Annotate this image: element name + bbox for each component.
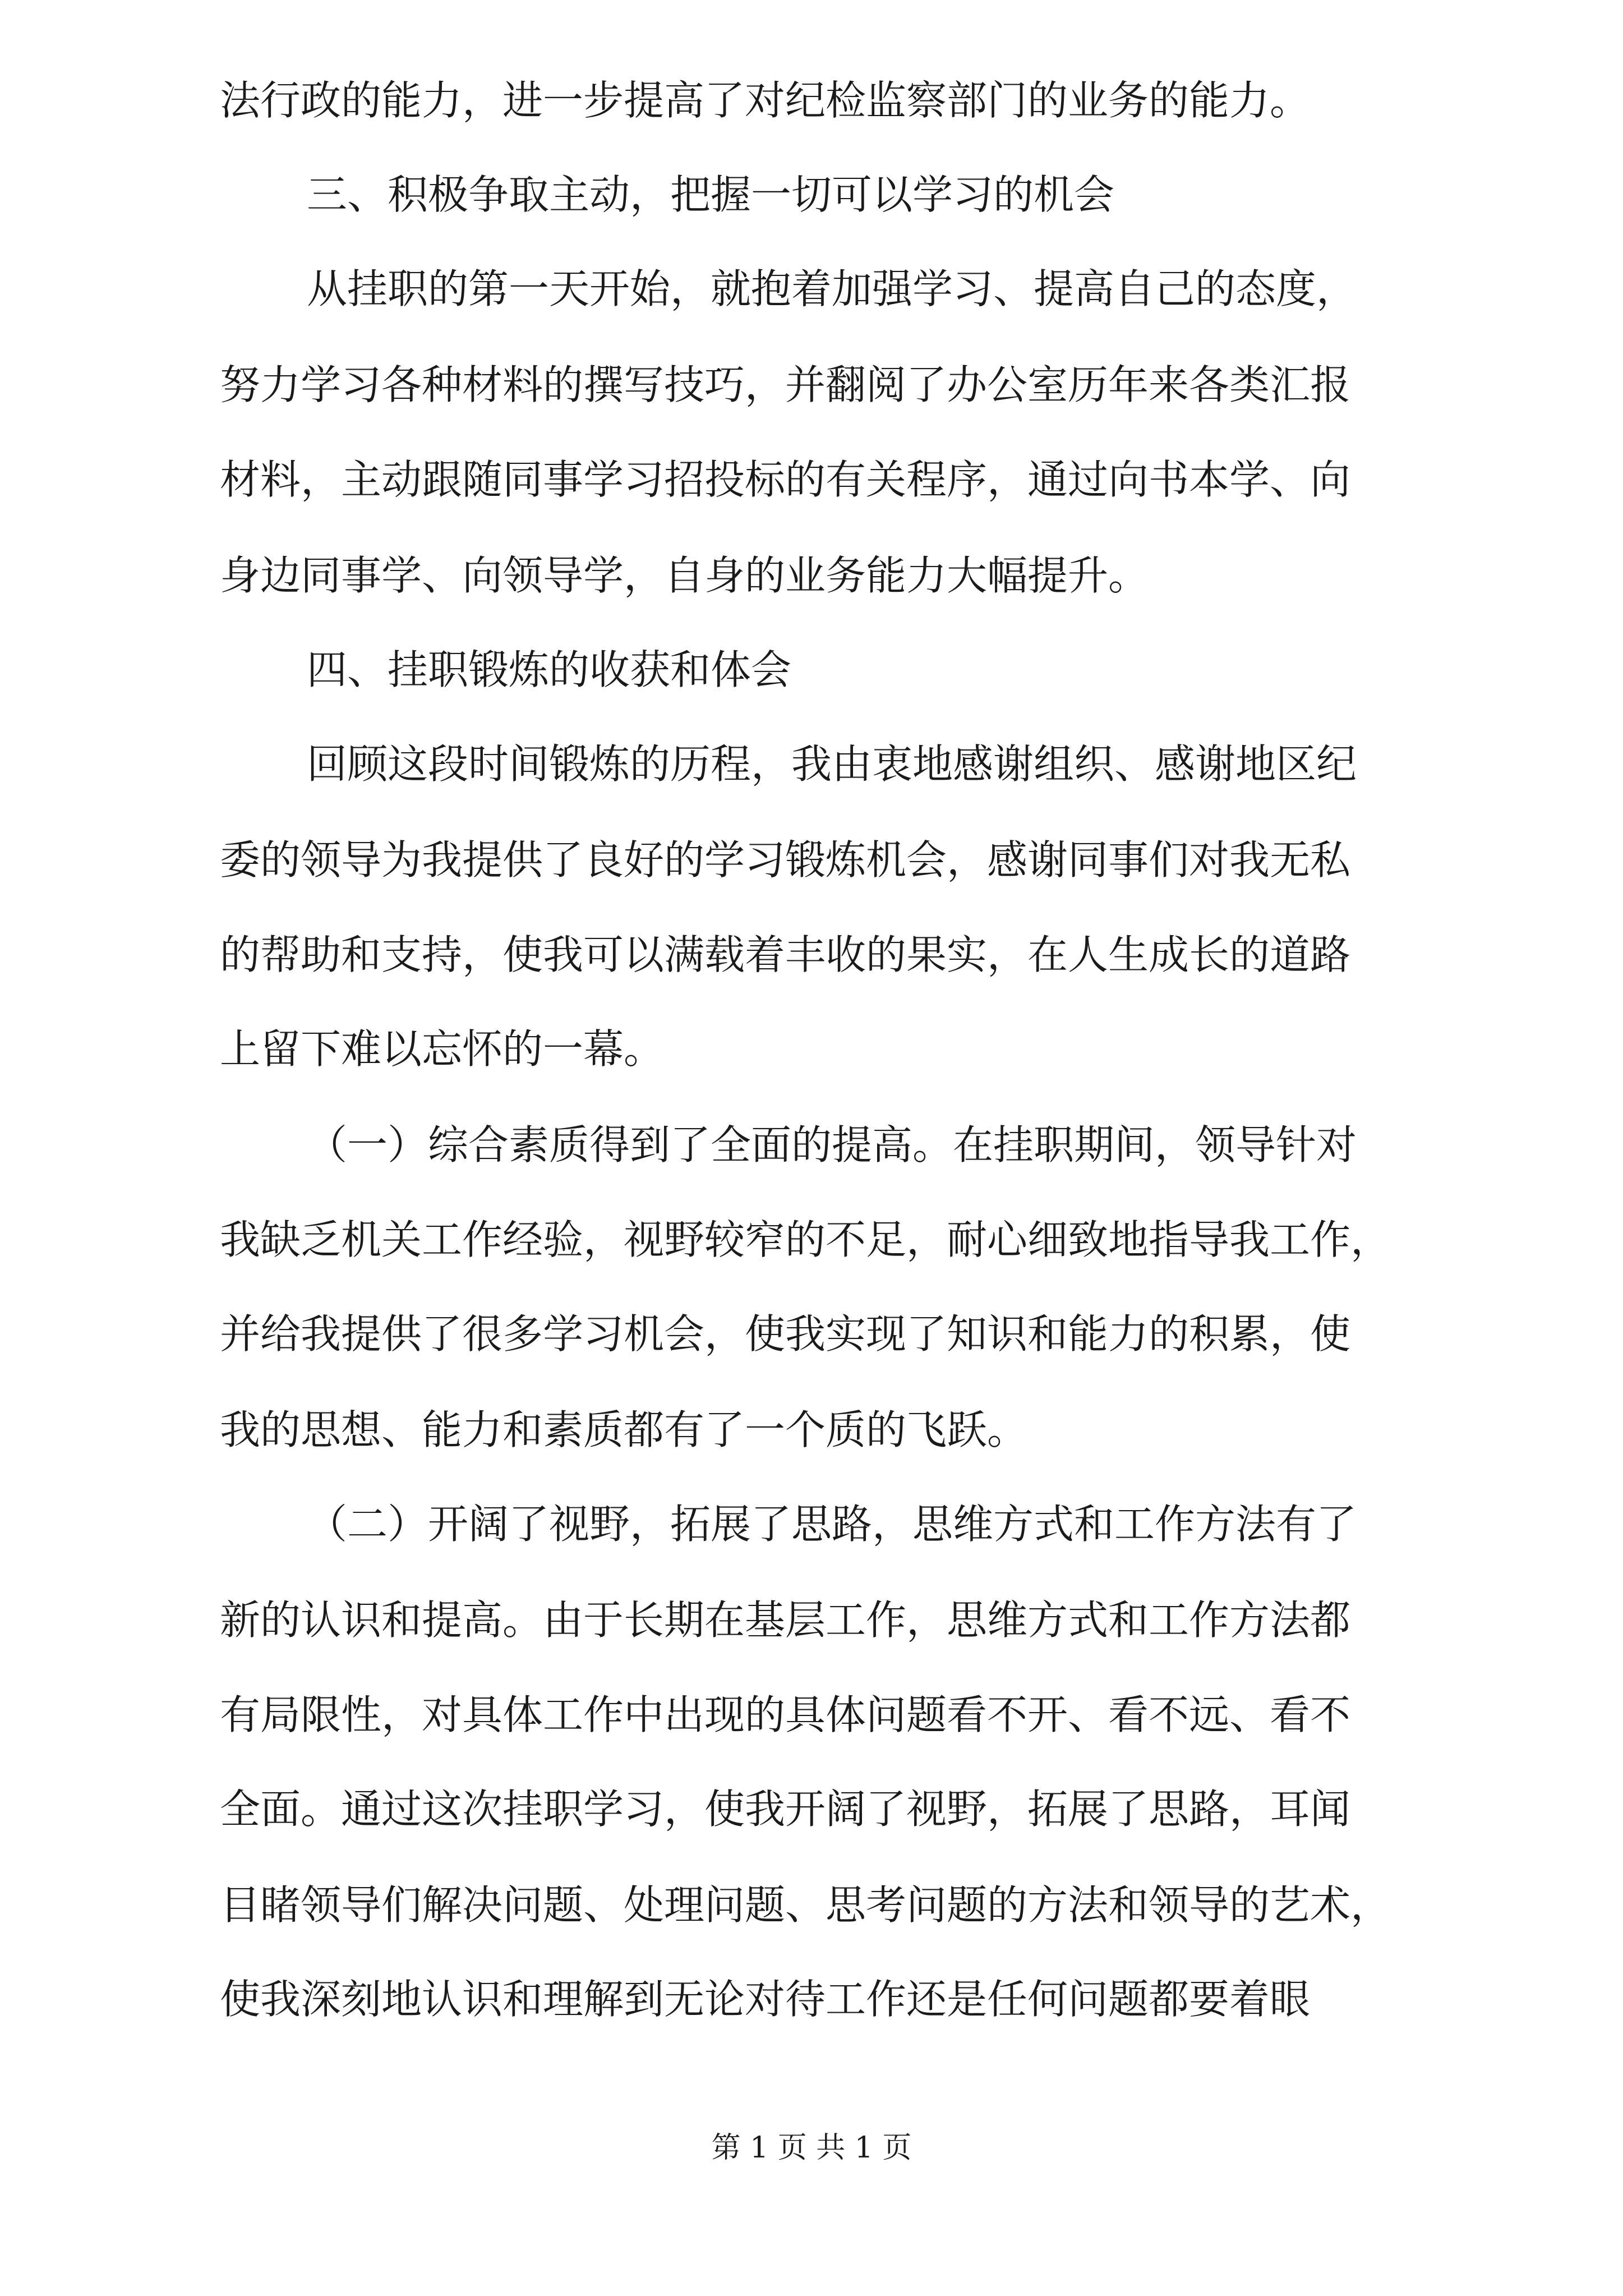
text-line: 从挂职的第一天开始，就抱着加强学习、提高自己的态度， [307,265,1357,312]
text-line: 上留下难以忘怀的一幕。 [220,1025,665,1073]
text-line: 并给我提供了很多学习机会，使我实现了知识和能力的积累，使 [220,1310,1351,1358]
text-line: 有局限性，对具体工作中出现的具体问题看不开、看不远、看不 [220,1691,1351,1738]
text-line: 法行政的能力，进一步提高了对纪检监察部门的业务的能力。 [220,77,1311,124]
text-line: 回顾这段时间锻炼的历程，我由衷地感谢组织、感谢地区纪 [307,740,1357,788]
section-heading: 四、挂职锻炼的收获和体会 [307,646,792,693]
text-line: （一）综合素质得到了全面的提高。在挂职期间，领导针对 [307,1121,1357,1168]
text-line: 全面。通过这次挂职学习，使我开阔了视野，拓展了思路，耳闻 [220,1786,1351,1833]
section-heading: 三、积极争取主动，把握一切可以学习的机会 [307,171,1115,218]
text-line: 委的领导为我提供了良好的学习锻炼机会，感谢同事们对我无私 [220,836,1351,884]
text-line: （二）开阔了视野，拓展了思路，思维方式和工作方法有了 [307,1501,1357,1548]
text-line: 身边同事学、向领导学，自身的业务能力大幅提升。 [220,552,1149,599]
text-line: 的帮助和支持，使我可以满载着丰收的果实，在人生成长的道路 [220,931,1351,978]
text-line: 努力学习各种材料的撰写技巧，并翻阅了办公室历年来各类汇报 [220,361,1351,408]
text-line: 使我深刻地认识和理解到无论对待工作还是任何问题都要着眼 [220,1976,1311,2023]
text-line: 目睹领导们解决问题、处理问题、思考问题的方法和领导的艺术， [220,1881,1391,1929]
text-line: 材料，主动跟随同事学习招投标的有关程序，通过向书本学、向 [220,456,1351,503]
text-line: 我缺乏机关工作经验，视野较窄的不足，耐心细致地指导我工作， [220,1216,1391,1263]
text-line: 新的认识和提高。由于长期在基层工作，思维方式和工作方法都 [220,1596,1351,1644]
text-line: 我的思想、能力和素质都有了一个质的飞跃。 [220,1406,1028,1453]
page-footer: 第 1 页 共 1 页 [711,2131,912,2165]
